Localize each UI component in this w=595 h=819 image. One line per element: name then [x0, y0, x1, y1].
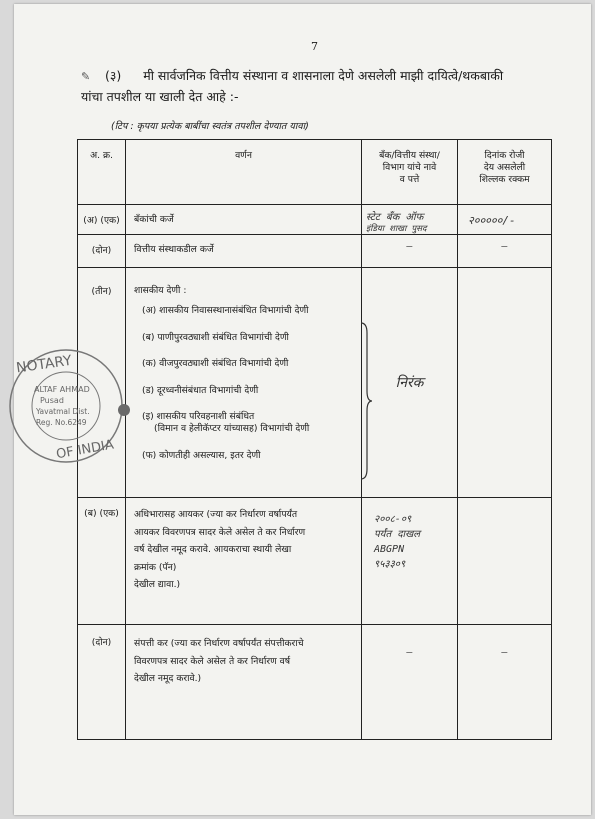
header-balance-line2: देय असलेली — [483, 162, 526, 173]
government-dues-list — [142, 305, 361, 462]
handwritten-bank-line1: स्टेट बँक ऑफ — [366, 212, 424, 223]
row-description-cell — [126, 268, 362, 498]
row-description-cell — [126, 625, 362, 740]
row-balance-handwritten — [458, 205, 552, 235]
row-description: वित्तीय संस्थाकडील कर्जे — [126, 235, 362, 268]
section-number: (३) — [104, 68, 122, 83]
row-serial: (अ) (एक) — [78, 205, 126, 235]
header-balance-line1: दिनांक रोजी — [484, 150, 525, 161]
row-bank-handwritten — [362, 498, 458, 625]
liabilities-table — [77, 139, 552, 740]
punch-hole — [118, 404, 130, 416]
curly-brace-icon — [359, 321, 373, 481]
handwritten-line: ABGPN — [374, 544, 405, 555]
description-line: आयकर विवरणपत्र सादर केले असेल ते कर निर्धारण — [134, 526, 306, 538]
handwritten-dash: — — [406, 647, 413, 658]
table-row-income-tax — [78, 498, 552, 625]
heading-line1: मी सार्वजनिक वित्तीय संस्थाना व शासनाला देणे असलेली माझी दायित्वे/थकबाकी — [143, 68, 504, 83]
handwritten-dash: — — [406, 241, 413, 252]
row-bank-handwritten — [362, 205, 458, 235]
handwritten-line: ९५३३०९ — [374, 559, 406, 570]
stamp-line1: ALTAF AHMAD — [34, 385, 90, 394]
table-row-bank-loans — [78, 205, 552, 235]
header-bank-line1: बँक/वित्तीय संस्था/ — [379, 150, 440, 161]
list-item-continuation: (विमान व हेलीकॅप्टर यांच्यासह) विभागांची देणी — [154, 423, 310, 434]
row-balance-handwritten — [458, 625, 552, 740]
table-row-financial-institution-loans — [78, 235, 552, 268]
description-line: संपत्ती कर (ज्या कर निर्धारण वर्षापर्यंत संपत्तीकराचे — [134, 638, 304, 649]
section-heading — [81, 66, 581, 87]
header-bank-line3: व पत्ते — [399, 174, 420, 185]
stamp-line3: Yavatmal Dist. — [36, 407, 90, 416]
list-item: (ब) पाणीपुरवठ्याशी संबंधित विभागांची देणी — [142, 331, 289, 343]
stamp-top-text: NOTARY — [15, 352, 73, 377]
handwritten-bank-line2: इंडिया शाखा पुसद — [366, 224, 427, 234]
header-balance — [458, 140, 552, 205]
description-line: देखील द्यावा.) — [134, 579, 181, 590]
row-serial: (दोन) — [78, 625, 126, 740]
description-line: क्रमांक (पॅन) — [134, 561, 177, 573]
stamp-line2: Pusad — [40, 396, 64, 405]
row-description-cell — [126, 498, 362, 625]
handwritten-line: २००८-०९ — [374, 514, 412, 525]
pencil-mark-icon: ✎ — [81, 70, 91, 83]
row-balance-empty — [458, 498, 552, 625]
description-line: विवरणपत्र सादर केले असेल ते कर निर्धारण वर्ष — [134, 655, 291, 667]
tip-note: (टिप : कृपया प्रत्येक बाबींचा स्वतंत्र तपशील देण्यात यावा) — [111, 121, 309, 132]
header-bank-line2: विभाग यांचे नावे — [382, 162, 437, 173]
handwritten-dash: — — [501, 647, 508, 658]
handwritten-line: पर्यंत दाखल — [374, 529, 421, 540]
list-item: (फ) कोणतीही असल्यास, इतर देणी — [142, 449, 261, 461]
row-balance-empty — [458, 268, 552, 498]
list-item: (अ) शासकीय निवासस्थानासंबंधित विभागांची देणी — [142, 305, 309, 316]
document-page — [14, 4, 591, 815]
handwritten-dash: — — [501, 241, 508, 252]
heading-line2: यांचा तपशील या खाली देत आहे :- — [81, 89, 239, 104]
stamp-bottom-text: OF INDIA — [55, 437, 115, 463]
table-row-government-dues — [78, 268, 552, 498]
header-bank — [362, 140, 458, 205]
list-item: (इ) शासकीय परिवहनाशी संबंधित — [142, 411, 255, 422]
row-bank-handwritten — [362, 235, 458, 268]
description-line: अधिभारासह आयकर (ज्या कर निर्धारण वर्षापर्यंत — [134, 509, 298, 520]
description-line: वर्ष देखील नमूद करावे. आयकराचा स्थायी लेखा — [134, 544, 292, 555]
stamp-line4: Reg. No.6249 — [36, 418, 87, 427]
row-serial: (ब) (एक) — [78, 498, 126, 625]
table-row-wealth-tax — [78, 625, 552, 740]
header-serial: अ. क्र. — [78, 140, 126, 205]
row-balance-handwritten — [458, 235, 552, 268]
description-line: देखील नमूद करावे.) — [134, 673, 202, 684]
handwritten-balance: २०००००/- — [468, 214, 516, 227]
row-bank-handwritten — [362, 268, 458, 498]
page-number: 7 — [311, 40, 318, 53]
list-item: (क) वीजपुरवठ्याशी संबंधित विभागांची देणी — [142, 358, 289, 369]
list-item: (ड) दूरध्वनीसंबंधात विभागांची देणी — [142, 384, 259, 396]
row-serial: (तीन) — [78, 268, 126, 498]
list-item-with-continuation — [142, 411, 361, 435]
handwritten-nil: निरंक — [395, 375, 424, 391]
row-description: बँकांची कर्जे — [126, 205, 362, 235]
notary-stamp — [4, 344, 136, 466]
row-serial: (दोन) — [78, 235, 126, 268]
header-balance-line3: शिल्लक रक्कम — [479, 174, 530, 185]
table-header-row — [78, 140, 552, 205]
row-bank-handwritten — [362, 625, 458, 740]
header-description: वर्णन — [126, 140, 362, 205]
row-description: शासकीय देणी : — [134, 285, 187, 296]
